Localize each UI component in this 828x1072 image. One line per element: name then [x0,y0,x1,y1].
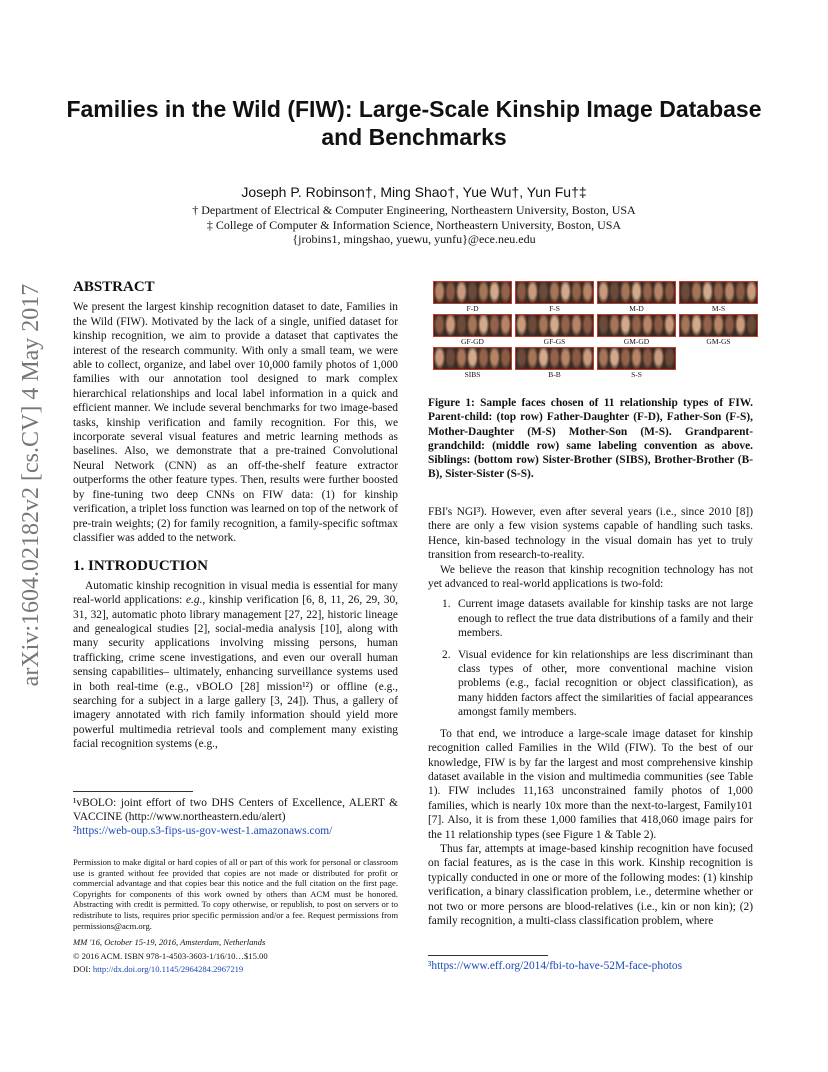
face-thumbnail [631,315,642,336]
footnote-2-link[interactable]: ²https://web-oup.s3-fips-us-gov-west-1.amazonaws.com/ [73,824,333,837]
face-thumbnail [653,348,664,369]
face-thumbnail [516,348,527,369]
face-thumbnail [598,315,609,336]
face-thumbnail [664,282,675,303]
author-emails: {jrobins1, mingshao, yuewu, yunfu}@ece.neu.edu [292,232,536,246]
relationship-group [433,281,512,313]
face-thumbnail [680,315,691,336]
figure-row [433,314,758,346]
face-strip [597,314,676,337]
face-thumbnail [527,348,538,369]
face-thumbnail [735,315,746,336]
group-label: F-D [466,304,479,313]
figure-1 [433,281,758,380]
face-thumbnail [642,315,653,336]
face-strip [679,281,758,304]
right-paragraph-2: We believe the reason that kinship recognition technology has not yet advanced to real-world applications is two-fold: [428,563,753,591]
face-strip [515,281,594,304]
arxiv-stamp: arXiv:1604.02182v2 [cs.CV] 4 May 2017 [18,283,44,687]
face-thumbnail [620,348,631,369]
face-thumbnail [642,282,653,303]
face-thumbnail [620,282,631,303]
face-strip [679,314,758,337]
relationship-group [515,281,594,313]
face-thumbnail [467,282,478,303]
face-thumbnail [631,348,642,369]
face-thumbnail [478,282,489,303]
paper-title: Families in the Wild (FIW): Large-Scale Kinship Image Database and Benchmarks [66,96,762,150]
group-label: M-D [629,304,644,313]
face-thumbnail [527,282,538,303]
face-thumbnail [702,282,713,303]
group-label: SIBS [464,370,481,379]
face-thumbnail [620,315,631,336]
face-thumbnail [664,348,675,369]
face-strip [433,347,512,370]
face-thumbnail [582,348,593,369]
face-thumbnail [434,315,445,336]
face-thumbnail [489,315,500,336]
footnote-1: ¹vBOLO: joint effort of two DHS Centers of Excellence, ALERT & VACCINE (http://www.northeastern.edu/alert) [73,797,398,823]
group-label: GM-GS [706,337,731,346]
face-strip [433,314,512,337]
list-item: 1. Current image datasets available for kinship tasks are not large enough to reflect the true data distributions of a family and their members. [442,598,753,640]
right-paragraph-3: To that end, we introduce a large-scale image dataset for kinship recognition called Families in the Wild (FIW). To the best of our knowledge, FIW is by far the largest and most comprehensive kinship dataset available in the vision and multimedia communities (see Table 1). FIW includes 11,163 unconstrained family photos of 1,000 families, which is nearly 10x more than the next-to-largest, Family101 [7]. Also, it is from these 1,000 families that 418,060 image pairs for the 11 relationship types (see Figure 1 & Table 2). [428,727,753,841]
face-thumbnail [691,282,702,303]
affiliation-2: ‡ College of Computer & Information Science, Northeastern University, Boston, USA [206,218,622,232]
face-thumbnail [456,315,467,336]
face-thumbnail [746,315,757,336]
face-thumbnail [571,348,582,369]
relationship-group [515,314,594,346]
face-thumbnail [489,282,500,303]
face-thumbnail [609,315,620,336]
face-thumbnail [571,315,582,336]
face-strip [515,347,594,370]
face-thumbnail [713,282,724,303]
group-label: GF-GD [461,337,484,346]
reasons-list [428,597,753,719]
face-thumbnail [467,348,478,369]
footnote-rule [73,791,193,792]
face-thumbnail [598,348,609,369]
face-thumbnail [478,348,489,369]
face-thumbnail [549,315,560,336]
conference-line: MM '16, October 15-19, 2016, Amsterdam, Netherlands [73,937,266,948]
face-thumbnail [724,315,735,336]
group-label: B-B [548,370,561,379]
relationship-group [433,347,512,379]
face-thumbnail [735,282,746,303]
face-thumbnail [456,348,467,369]
face-thumbnail [713,315,724,336]
face-thumbnail [445,348,456,369]
face-thumbnail [582,315,593,336]
face-strip [597,281,676,304]
relationship-group [597,347,676,379]
right-paragraph-1: FBI's NGI³). However, even after several years (i.e., since 2010 [8]) there are only a few vision systems capable of handling such tasks. Hence, kin-based technology in the visual domain has yet to truly transition from research-to-reality. [428,506,753,562]
copyright-line: © 2016 ACM. ISBN 978-1-4503-3603-1/16/10…$15.00 [73,950,268,961]
face-strip [515,314,594,337]
face-thumbnail [538,282,549,303]
face-thumbnail [445,282,456,303]
relationship-group [433,314,512,346]
face-thumbnail [538,348,549,369]
face-thumbnail [500,315,511,336]
face-thumbnail [478,315,489,336]
face-strip [433,281,512,304]
face-thumbnail [571,282,582,303]
face-thumbnail [609,282,620,303]
face-thumbnail [746,282,757,303]
face-thumbnail [500,282,511,303]
face-thumbnail [560,348,571,369]
face-thumbnail [456,282,467,303]
group-label: F-S [549,304,560,313]
relationship-group [597,314,676,346]
group-label: M-S [711,304,726,313]
face-thumbnail [664,315,675,336]
relationship-group [679,281,758,313]
face-thumbnail [598,282,609,303]
face-thumbnail [516,315,527,336]
figure-row [433,347,758,379]
face-thumbnail [538,315,549,336]
face-thumbnail [653,282,664,303]
affiliation-1: † Department of Electrical & Computer Engineering, Northeastern University, Boston, USA [192,203,636,217]
face-thumbnail [434,348,445,369]
face-thumbnail [691,315,702,336]
footnote-rule-right [428,955,548,956]
list-item: 2. Visual evidence for kin relationships are less discriminant than class types of other, more conventional machine vision problems (e.g., facial recognition or object classification), as many hidden factors affect the similarities of facial appearances amongst family members. [442,648,753,719]
author-list: Joseph P. Robinson†, Ming Shao†, Yue Wu†, Yun Fu†‡ [241,184,587,200]
group-label: S-S [631,370,642,379]
footnote-3-link[interactable]: ³https://www.eff.org/2014/fbi-to-have-52M-face-photos [428,960,683,972]
face-thumbnail [467,315,478,336]
face-thumbnail [560,315,571,336]
face-thumbnail [549,348,560,369]
face-thumbnail [560,282,571,303]
face-thumbnail [609,348,620,369]
abstract-text: We present the largest kinship recognition dataset to date, Families in the Wild (FIW). Motivated by the lack of a single, unified dataset for kinship recognition, we aim to provide a dataset that captivates the interest of the research community. With only a small team, we were able to collect, organize, and label over 10,000 family photos of 1,000 families with our annotation tool designed to mark complex hierarchical relationships and local label information in a quick and efficient manner. We include several benchmarks for two image-based tasks, kinship verification and family recognition. For this, we incorporate several visual features and metric learning methods as baselines. Also, we demonstrate that a pre-trained Convolutional Neural Network (CNN) as an off-the-shelf feature extractor outperforms the other feature types. Then, results were further boosted by fine-tuning two deep CNNs on FIW data: (1) for kinship verification, a triplet loss function was learned on top of the network of pre-train weights; (2) for family recognition, a family-specific softmax classifier was added to the network. [73,301,398,544]
group-label: GF-GS [543,337,566,346]
face-thumbnail [527,315,538,336]
face-thumbnail [631,282,642,303]
intro-paragraph: Automatic kinship recognition in visual media is essential for many real-world applications: e.g., kinship verification [6, 8, 11, 26, 29, 30, 31, 32], automatic photo library management [27, 22], historic lineage and genealogical studies [2], social-media analysis [10], along with many security applications involving missing persons, human trafficking, crime scene investigations, and even our overall human sensing capabilities– ultimately, enhancing surveillance systems used in both real-time (e.g., vBOLO [28] mission¹²) or offline (e.g., searching for a subject in a large gallery [3, 24]). Thus, a gallery of imagery annotated with rich family information should yield more powerful multimedia retrieval tools and complement many existing facial recognition systems (e.g., [73,579,398,751]
face-thumbnail [642,348,653,369]
group-label: GM-GD [623,337,650,346]
relationship-group [515,347,594,379]
face-thumbnail [500,348,511,369]
face-thumbnail [489,348,500,369]
relationship-group [597,281,676,313]
right-paragraph-4: Thus far, attempts at image-based kinship recognition have focused on facial features, as is the case in this work. Kinship recognition is typically conducted in one or more of the following modes: (1) kinship verification, a binary classification problem, i.e., determine whether or not two or more persons are blood-relatives (i.e., kin or non kin); (2) family recognition, a multi-class classification problem, where [428,842,753,927]
doi-link[interactable]: http://dx.doi.org/10.1145/2964284.2967219 [92,964,244,975]
figure-row [433,281,758,313]
face-thumbnail [653,315,664,336]
face-thumbnail [516,282,527,303]
face-thumbnail [582,282,593,303]
abstract-heading: ABSTRACT [73,279,155,295]
face-thumbnail [549,282,560,303]
face-thumbnail [680,282,691,303]
face-thumbnail [724,282,735,303]
intro-heading: 1. INTRODUCTION [73,558,209,575]
face-thumbnail [445,315,456,336]
face-thumbnail [434,282,445,303]
figure-caption: Figure 1: Sample faces chosen of 11 relationship types of FIW. Parent-child: (top row) Father-Daughter (F-D), Father-Son (F-S), Mother-Daughter (M-S) Mother-Son (M-S). Grandparent-grandchild: (middle row) same labeling convention as above. Siblings: (bottom row) Sister-Brother (SIBS), Brother-Brother (B-B), Sister-Sister (S-S). [428,397,753,481]
relationship-group [679,314,758,346]
permission-notice: Permission to make digital or hard copies of all or part of this work for personal or classroom use is granted without fee provided that copies are not made or distributed for profit or commercial advantage and that copies bear this notice and the full citation on the first page. Copyrights for components of this work owned by others than ACM must be honored. Abstracting with credit is permitted. To copy otherwise, or republish, to post on servers or to redistribute to lists, requires prior specific permission and/or a fee. Request permissions from permissions@acm.org. [73,857,398,931]
doi-line: DOI: http://dx.doi.org/10.1145/2964284.2967219 [73,964,244,975]
face-thumbnail [702,315,713,336]
face-strip [597,347,676,370]
